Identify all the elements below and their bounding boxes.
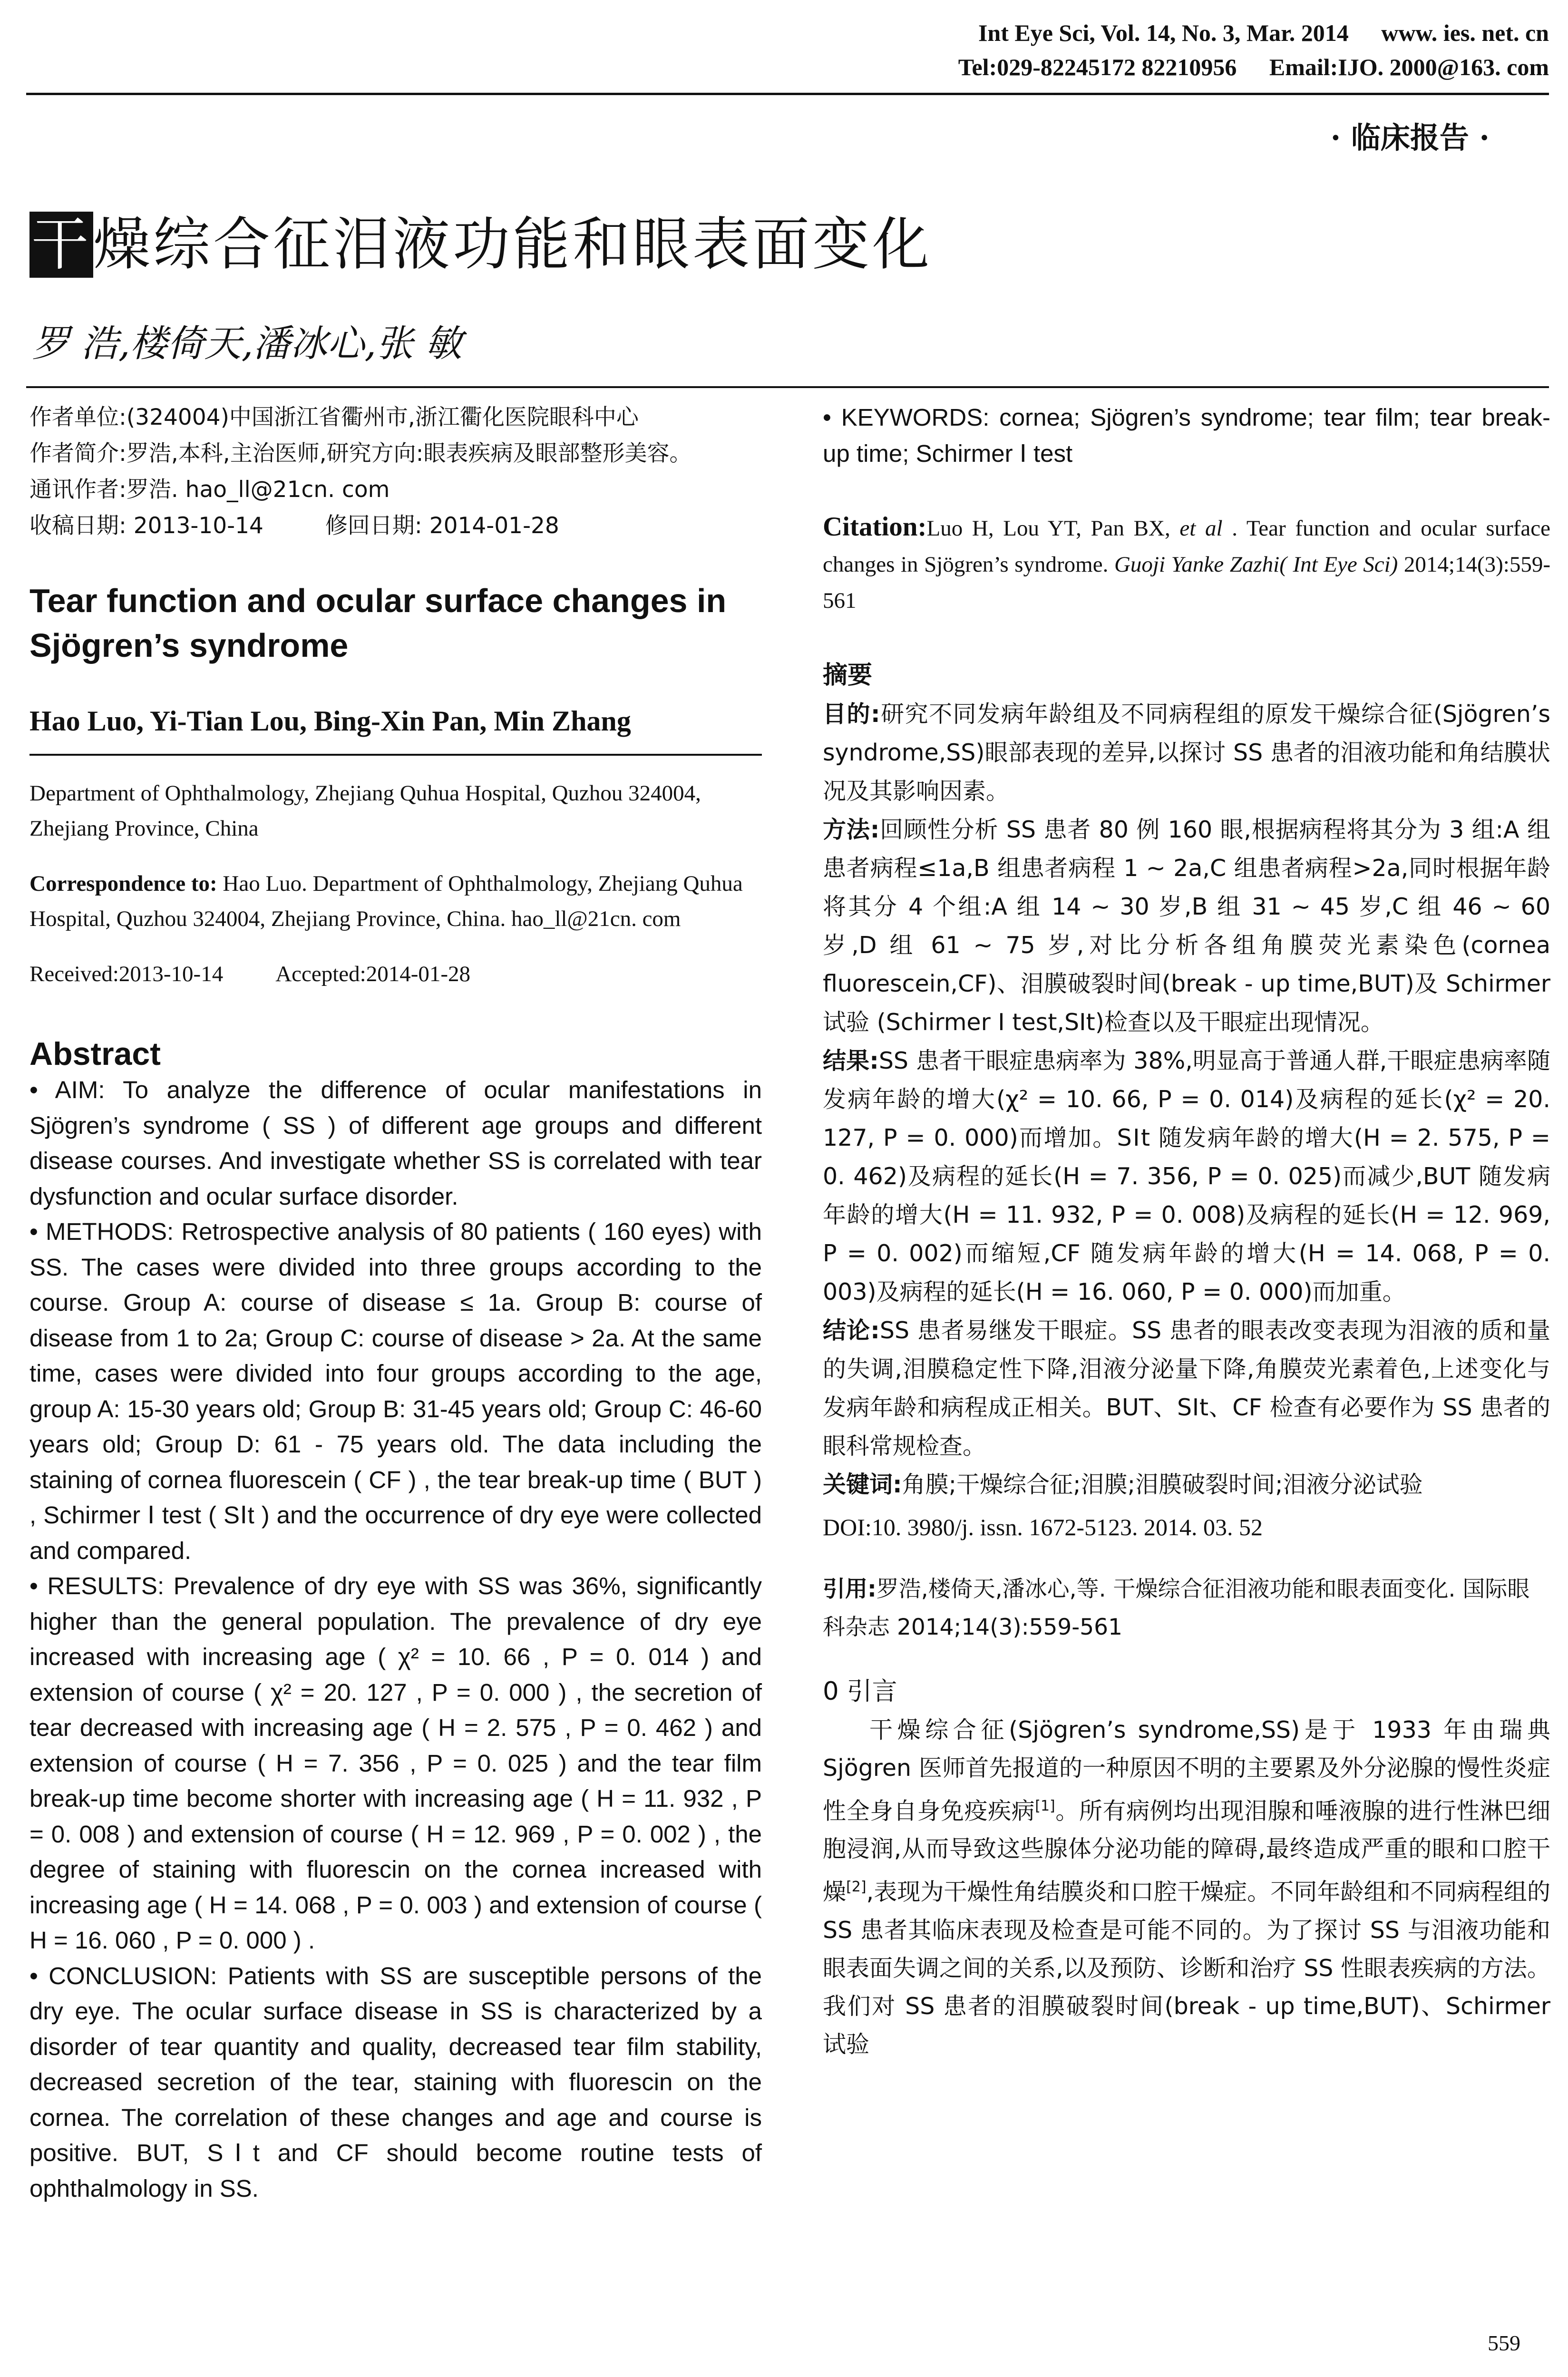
results-label-cn: 结果:	[823, 1047, 879, 1074]
journal-website[interactable]: www. ies. net. cn	[1381, 19, 1549, 46]
citation-label-cn: 引用:	[823, 1576, 877, 1602]
citation-journal: Guoji Yanke Zazhi( Int Eye Sci)	[1114, 552, 1398, 577]
doi[interactable]: DOI:10. 3980/j. issn. 1672-5123. 2014. 03. 52	[823, 1514, 1263, 1540]
intro-paragraph	[823, 1711, 1550, 2064]
journal-info: Int Eye Sci, Vol. 14, No. 3, Mar. 2014	[978, 19, 1349, 46]
correspondence-en	[29, 866, 762, 936]
citation-cn	[823, 1570, 1550, 1646]
citation-text-cn: 罗浩,楼倚天,潘冰心,等. 干燥综合征泪液功能和眼表面变化. 国际眼科杂志 2014;14(3):559-561	[823, 1576, 1530, 1640]
citation-en	[823, 509, 1550, 619]
correspondence-label: Correspondence to:	[29, 871, 217, 896]
dates-en	[29, 956, 762, 992]
citation-volume: 2014;14(3):559-561	[823, 552, 1550, 613]
abstract-cn-methods	[823, 810, 1550, 1042]
conclusion-label-cn: 结论:	[823, 1317, 880, 1344]
citation-etal: et al	[1179, 516, 1223, 541]
abstract-aim: • AIM: To analyze the difference of ocular manifestations in Sjögren’s syndrome ( SS ) of different age groups and different disease courses. And investigate whether SS is correlated with tear dysfunction and ocular surface disorder.	[29, 1076, 762, 1210]
citation-authors: Luo H, Lou YT, Pan BX,	[926, 516, 1180, 541]
abstract-cn-keywords	[823, 1465, 1550, 1504]
abstract-heading-cn: 摘要	[823, 661, 873, 690]
journal-header-line	[952, 19, 1549, 47]
abstract-cn-aim	[823, 695, 1550, 810]
abstract-methods: • METHODS: Retrospective analysis of 80 patients ( 160 eyes) with SS. The cases were divided into three groups according to the course. Group A: course of disease ≤ 1a. Group B: course of disease from 1 to 2a; Group C: course of disease > 2a. At the same time, cases were divided into four groups according to the age, group A: 15-30 years old; Group B: 31-45 years old; Group C: 46-60 years old; Group D: 61 - 75 years old. The data including the staining of cornea fluorescein ( CF ) , the tear break-up time ( BUT ) , Schirmer Ⅰ test ( SⅠt ) and the occurrence of dry eye were collected and compared.	[29, 1218, 762, 1564]
abstract-keywords: • KEYWORDS: cornea; Sjögren’s syndrome; tear film; tear break-up time; Schirmer Ⅰ test	[823, 404, 1550, 467]
aim-text-cn: 研究不同发病年龄组及不同病程组的原发干燥综合征(Sjögren’s syndrome,SS)眼部表现的差异,以探讨 SS 患者的泪液功能和角结膜状况及其影响因素。	[823, 701, 1550, 805]
abstract-conclusion: • CONCLUSION: Patients with SS are susceptible persons of the dry eye. The ocular surface disease in SS is characterized by a disorder of tear quantity and quality, decreased tear film stability, decreased secretion of the tear, staining with fluorescin on the cornea. The correlation of these changes and age and course is positive. BUT, SⅠt and CF should become routine tests of ophthalmology in SS.	[29, 1962, 762, 2202]
citation-title: . Tear function and ocular surface changes in Sjögren’s syndrome.	[823, 516, 1550, 577]
right-column	[823, 399, 1550, 2064]
abstract-heading: Abstract	[29, 1036, 161, 1072]
received-date-cn: 收稿日期: 2013-10-14	[29, 513, 263, 539]
author-affiliation-cn: 作者单位:(324004)中国浙江省衢州市,浙江衢化医院眼科中心	[29, 404, 639, 430]
citation-label: Citation:	[823, 512, 927, 542]
correspondence-text: Hao Luo. Department of Ophthalmology, Zhejiang Quhua Hospital, Quzhou 324004, Zhejiang Province, China. hao_ll@21cn. com	[29, 871, 743, 931]
intro-text-1: 干燥综合征(Sjögren’s syndrome,SS)是于 1933 年由瑞典 Sjögren 医师首先报道的一种原因不明的主要累及外分泌腺的慢性炎症性全身自身免疫疾病	[823, 1716, 1550, 1825]
author-bio-cn: 作者简介:罗浩,本科,主治医师,研究方向:眼表疾病及眼部整形美容。	[29, 440, 692, 467]
keywords-text-cn: 角膜;干燥综合征;泪膜;泪膜破裂时间;泪液分泌试验	[902, 1471, 1423, 1498]
section-label: · 临床报告 ·	[1330, 120, 1490, 155]
article-title-cn	[29, 199, 932, 281]
title-first-char: 干	[29, 212, 93, 278]
header-rule	[26, 93, 1549, 95]
journal-contact-line	[932, 53, 1549, 81]
authors-en: Hao Luo, Yi-Tian Lou, Bing-Xin Pan, Min Zhang	[29, 705, 762, 756]
reference-1[interactable]: [1]	[1035, 1798, 1055, 1814]
intro-text-2: 。所有病例均出现泪腺和唾液腺的进行性淋巴细胞浸润,从而导致这些腺体分泌功能的障碍,最终造成严重的眼和口腔干燥	[823, 1797, 1550, 1906]
reference-2[interactable]: [2]	[846, 1879, 867, 1896]
authors-rule	[26, 386, 1549, 388]
abstract-results: • RESULTS: Prevalence of dry eye with SS was 36%, significantly higher than the general population. The prevalence of dry eye increased with increasing age ( χ² = 10. 66 , P = 0. 014 ) and extension of course ( χ² = 20. 127 , P = 0. 000 ) , the secretion of tear decreased with increasing age ( H = 2. 575 , P = 0. 462 ) and extension of course ( H = 7. 356 , P = 0. 025 ) and the tear film break-up time become shorter with increasing age ( H = 11. 932 , P = 0. 008 ) and extension of course ( H = 12. 969 , P = 0. 002 ) , the degree of staining with fluorescin on the cornea increased with increasing age ( H = 14. 068 , P = 0. 003 ) and extension of course ( H = 16. 060 , P = 0. 000 ) .	[29, 1572, 762, 1954]
intro-heading: 0 引言	[823, 1677, 897, 1706]
intro-text-3: ,表现为干燥性角结膜炎和口腔干燥症。不同年龄组和不同病程组的 SS 患者其临床表现及检查是可能不同的。为了探讨 SS 与泪液功能和眼表面失调之间的关系,以及预防、诊断和治疗 SS 性眼表疾病的方法。我们对 SS 患者的泪膜破裂时间(break - up time,BUT)、Schirmer 试验	[823, 1878, 1550, 2058]
revised-date-cn: 修回日期: 2014-01-28	[325, 513, 559, 539]
corresponding-author-cn: 通讯作者:罗浩. hao_ll@21cn. com	[29, 477, 390, 503]
dates-cn	[29, 508, 762, 544]
abstract-cn-conclusion	[823, 1311, 1550, 1465]
journal-email[interactable]: Email:IJO. 2000@163. com	[1269, 54, 1549, 80]
department-en: Department of Ophthalmology, Zhejiang Quhua Hospital, Quzhou 324004, Zhejiang Province, China	[29, 781, 701, 841]
journal-tel: Tel:029-82245172 82210956	[958, 54, 1237, 80]
title-rest: 燥综合征泪液功能和眼表面变化	[93, 212, 932, 278]
methods-text-cn: 回顾性分析 SS 患者 80 例 160 眼,根据病程将其分为 3 组:A 组患者病程≤1a,B 组患者病程 1 ~ 2a,C 组患者病程>2a,同时根据年龄将其分 4 个组:A 组 14 ~ 30 岁,B 组 31 ~ 45 岁,C 组 46 ~ 60 岁,D 组 61 ~ 75 岁,对比分析各组角膜荧光素染色(cornea fluorescein,CF)、泪膜破裂时间(break - up time,BUT)及 Schirmer 试验 (Schirmer Ⅰ test,SⅠt)检查以及干眼症出现情况。	[823, 816, 1550, 1036]
conclusion-text-cn: SS 患者易继发干眼症。SS 患者的眼表改变表现为泪液的质和量的失调,泪膜稳定性下降,泪液分泌量下降,角膜荧光素着色,上述变化与发病年龄和病程成正相关。BUT、SⅠt、CF 检查有必要作为 SS 患者的眼科常规检查。	[823, 1317, 1550, 1460]
left-column	[29, 399, 762, 2206]
accepted-date-en: Accepted:2014-01-28	[275, 962, 471, 986]
abstract-cn-results	[823, 1042, 1550, 1311]
received-date-en: Received:2013-10-14	[29, 962, 224, 986]
page-number: 559	[1488, 2331, 1520, 2355]
results-text-cn: SS 患者干眼症患病率为 38%,明显高于普通人群,干眼症患病率随发病年龄的增大(χ² = 10. 66, P = 0. 014)及病程的延长(χ² = 20. 127, P = 0. 000)而增加。SⅠt 随发病年龄的增大(H = 2. 575, P = 0. 462)及病程的延长(H = 7. 356, P = 0. 025)而减少,BUT 随发病年龄的增大(H = 11. 932, P = 0. 008)及病程的延长(H = 12. 969, P = 0. 002)而缩短,CF 随发病年龄的增大(H = 14. 068, P = 0. 003)及病程的延长(H = 16. 060, P = 0. 000)而加重。	[823, 1047, 1550, 1305]
authors-cn: 罗 浩,楼倚天,潘冰心,张 敏	[32, 322, 462, 365]
methods-label-cn: 方法:	[823, 816, 880, 843]
keywords-label-cn: 关键词:	[823, 1471, 902, 1498]
aim-label-cn: 目的:	[823, 701, 880, 728]
article-title-en: Tear function and ocular surface changes in Sjögren’s syndrome	[29, 582, 727, 664]
